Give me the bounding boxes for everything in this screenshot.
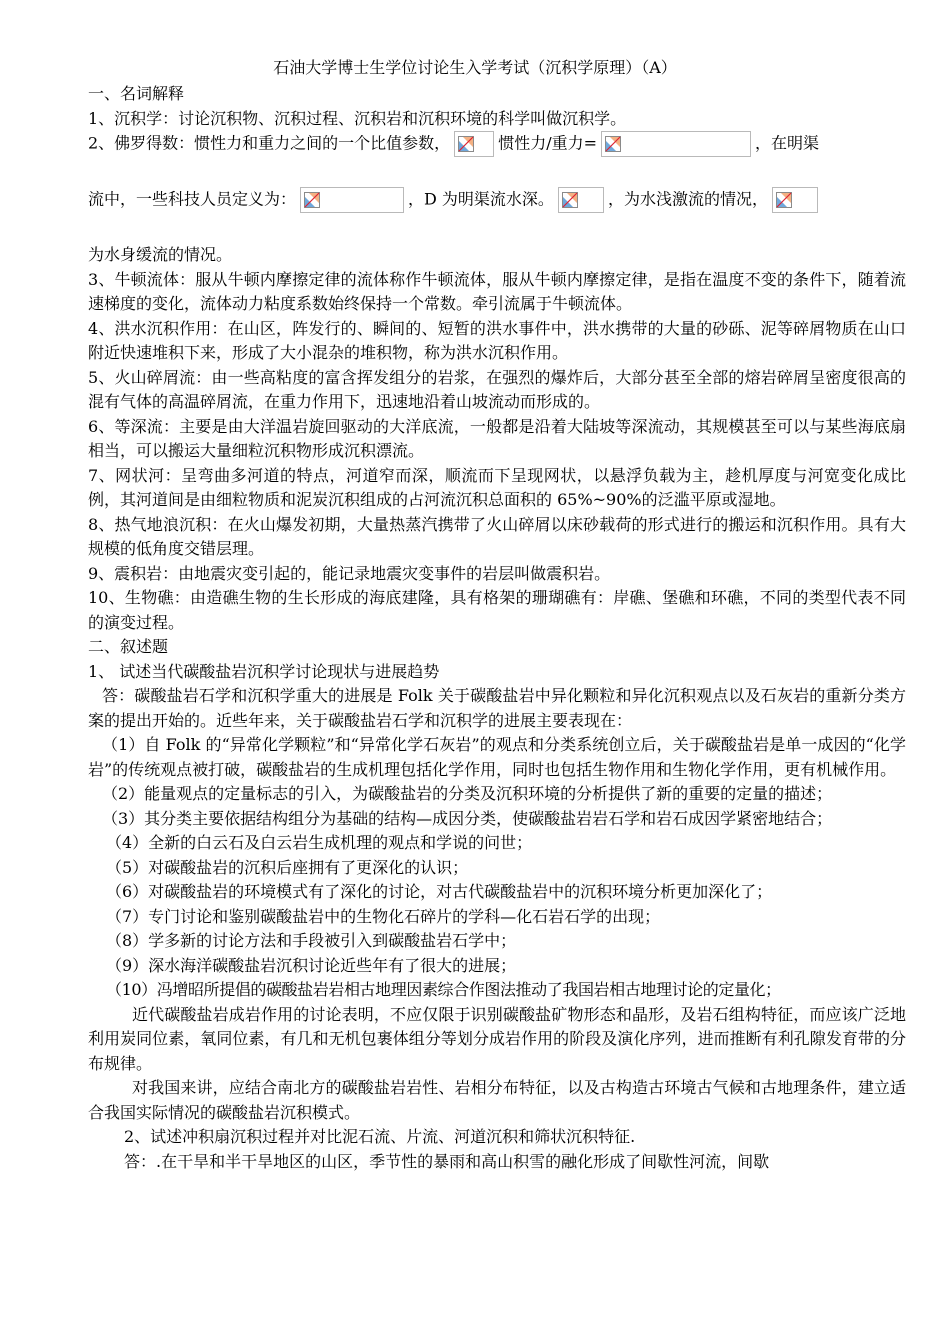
definition-2-text-e: ，D 为明渠流水深。 [408, 189, 554, 209]
broken-image-icon [562, 192, 578, 208]
definition-3: 3、牛顿流体：服从牛顿内摩擦定律的流体称作牛顿流体，服从牛顿内摩擦定律，是指在温度不变的条件下，随着流速梯度的变化，流体动力粘度系数始终保持一个常数。牵引流属于牛顿流体。 [88, 269, 906, 313]
document-body [88, 82, 906, 1174]
definition-8: 8、热气地浪沉积：在火山爆发初期，大量热蒸汽携带了火山碎屑以床砂载荷的形式进行的搬运和沉积作用。具有大规模的低角度交错层理。 [88, 514, 906, 558]
definition-2-text-f: ，为水浅激流的情况， [607, 189, 768, 209]
answer-1-point-7: （7）专门讨论和鉴别碳酸盐岩中的生物化石碎片的学科—化石岩石学的出现； [106, 906, 661, 926]
answer-1-point-2: （2）能量观点的定量标志的引入，为碳酸盐岩的分类及沉积环境的分析提供了新的重要的定量的描述； [102, 784, 833, 803]
definition-10: 10、生物礁：由造礁生物的生长形成的海底建隆，具有格架的珊瑚礁有：岸礁、堡礁和环礁，不同的类型代表不同的演变过程。 [88, 588, 906, 632]
section-heading-1: 一、名词解释 [88, 84, 185, 103]
definition-5: 5、火山碎屑流：由一些高粘度的富含挥发组分的岩浆，在强烈的爆炸后，大部分甚至全部的熔岩碎屑呈密度很高的混有气体的高温碎屑流，在重力作用下，迅速地沿着山坡流动而形成的。 [88, 367, 906, 411]
answer-1-point-6: （6）对碳酸盐岩的环境模式有了深化的讨论，对古代碳酸盐岩中的沉积环境分析更加深化了； [106, 882, 773, 901]
answer-1-point-9: （9）深水海洋碳酸盐岩沉积讨论近些年有了很大的进展； [106, 955, 517, 975]
answer-1-point-4: （4）全新的白云石及白云岩生成机理的观点和学说的问世； [106, 833, 533, 852]
answer-2-intro: 答：.在干旱和半干旱地区的山区，季节性的暴雨和高山积雪的融化形成了间歇性河流，间歇 [124, 1151, 770, 1171]
definition-2-continued [88, 187, 906, 243]
definition-2 [88, 131, 906, 187]
answer-1-point-5: （5）对碳酸盐岩的沉积后座拥有了更深化的认识； [106, 857, 469, 877]
answer-1-intro: 答：碳酸盐岩石学和沉积学重大的进展是 Folk 关于碳酸盐岩中异化颗粒和异化沉积观点以及石灰岩的重新分类方案的提出开始的。近些年来，关于碳酸盐岩石学和沉积学的进展主要表现在： [88, 686, 906, 730]
question-1: 1、 试述当代碳酸盐岩沉积学讨论现状与进展趋势 [88, 661, 440, 681]
page-title: 石油大学博士生学位讨论生入学考试（沉积学原理）（A） [273, 58, 677, 77]
formula-image-4 [558, 187, 604, 213]
answer-1-point-10: （10）冯增昭所提倡的碳酸盐岩岩相古地理因素综合作图法推动了我国岩相古地理讨论的定量化； [106, 980, 781, 999]
formula-image-3 [300, 187, 404, 213]
section-heading-2: 二、叙述题 [88, 637, 169, 656]
definition-2-text-d: 流中，一些科技人员定义为： [88, 189, 297, 209]
answer-1-point-1: （1）自 Folk 的“异常化学颗粒”和“异常化学石灰岩”的观点和分类系统创立后，关于碳酸盐岩是单一成因的“化学岩”的传统观点被打破，碳酸盐岩的生成机理包括化学作用，同时也包括生物作用和生物化学作用，更有机械作用。 [88, 735, 906, 779]
answer-1-point-3: （3）其分类主要依据结构组分为基础的结构—成因分类，使碳酸盐岩岩石学和岩石成因学紧密地结合； [102, 808, 833, 828]
definition-2-text-c: ，在明渠 [755, 133, 820, 153]
definition-2-end: 为水身缓流的情况。 [88, 245, 233, 264]
definition-7: 7、网状河：呈弯曲多河道的特点，河道窄而深，顺流而下呈现网状，以悬浮负载为主，趁机厚度与河宽变化成比例，其河道间是由细粒物质和泥炭沉积组成的占河流沉积总面积的 65%~90%的泛滥平原或湿地。 [88, 465, 906, 509]
formula-image-5 [772, 187, 818, 213]
broken-image-icon [458, 136, 474, 152]
broken-image-icon [304, 192, 320, 208]
broken-image-icon [776, 192, 792, 208]
answer-1-point-8: （8）学多新的讨论方法和手段被引入到碳酸盐岩石学中； [106, 931, 517, 950]
definition-1: 1、沉积学：讨论沉积物、沉积过程、沉积岩和沉积环境的科学叫做沉积学。 [88, 108, 627, 128]
formula-image-1 [454, 131, 494, 157]
answer-1-point-12: 对我国来讲，应结合南北方的碳酸盐岩岩性、岩相分布特征，以及古构造古环境古气候和古地理条件，建立适合我国实际情况的碳酸盐岩沉积模式。 [88, 1078, 906, 1122]
definition-4: 4、洪水沉积作用：在山区，阵发行的、瞬间的、短暂的洪水事件中，洪水携带的大量的砂砾、泥等碎屑物质在山口附近快速堆积下来，形成了大小混杂的堆积物，称为洪水沉积作用。 [88, 318, 906, 362]
formula-image-2 [601, 131, 751, 157]
question-2: 2、试述冲积扇沉积过程并对比泥石流、片流、河道沉积和筛状沉积特征. [124, 1127, 636, 1146]
definition-6: 6、等深流：主要是由大洋温岩旋回驱动的大洋底流，一般都是沿着大陆坡等深流动，其规模甚至可以与某些海底扇相当，可以搬运大量细粒沉积物形成沉积漂流。 [88, 416, 906, 460]
definition-9: 9、震积岩：由地震灾变引起的，能记录地震灾变事件的岩层叫做震积岩。 [88, 563, 611, 583]
answer-1-point-11: 近代碳酸盐岩成岩作用的讨论表明，不应仅限于识别碳酸盐矿物形态和晶形，及岩石组构特征，而应该广泛地利用炭同位素，氧同位素，有几和无机包裹体组分等划分成岩作用的阶段及演化序列，进而推断有利孔隙发育带的分布规律。 [88, 1004, 906, 1073]
broken-image-icon [605, 136, 621, 152]
definition-2-text-a: 2、佛罗得数：惯性力和重力之间的一个比值参数， [88, 133, 451, 153]
definition-2-text-b: 惯性力/重力= [498, 133, 597, 153]
